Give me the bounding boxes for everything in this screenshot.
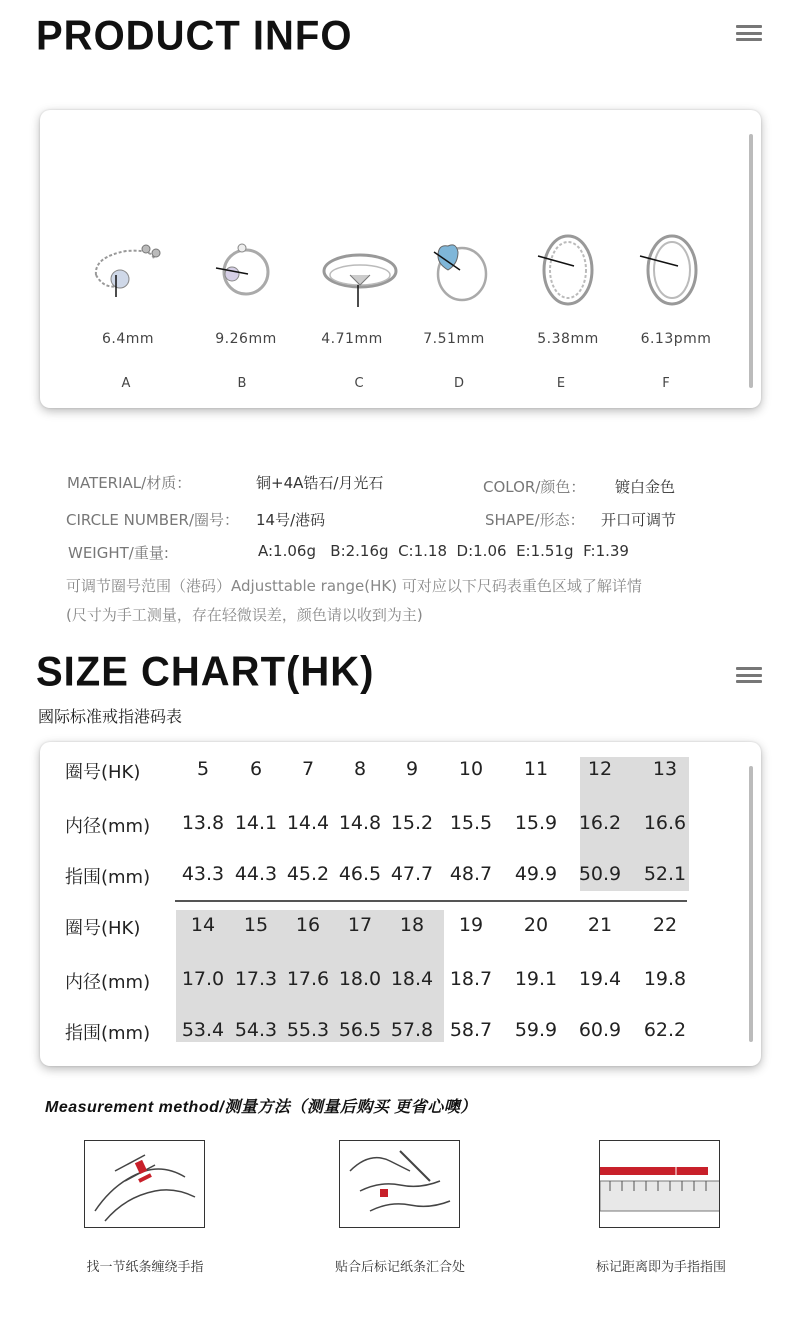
material-label: MATERIAL/材质： bbox=[67, 474, 192, 492]
mark-paper-icon bbox=[339, 1140, 460, 1228]
inner-diameter-cell: 18.0 bbox=[338, 968, 382, 990]
step-2-caption: 贴合后标记纸条汇合处 bbox=[334, 1260, 465, 1275]
hk-size-cell: 18 bbox=[399, 914, 425, 936]
ring-b-image bbox=[210, 236, 280, 306]
inner-diameter-cell: 19.8 bbox=[643, 968, 687, 990]
hk-size-cell: 13 bbox=[652, 758, 678, 780]
inner-diameter-cell: 15.9 bbox=[514, 812, 558, 834]
circumference-cell: 50.9 bbox=[578, 863, 622, 885]
circumference-cell: 53.4 bbox=[181, 1019, 225, 1041]
ring-f-size: 6.13pmm bbox=[640, 331, 712, 347]
ring-f-image bbox=[636, 224, 706, 314]
hk-size-cell: 11 bbox=[523, 758, 549, 780]
ring-c-letter: C bbox=[354, 376, 364, 391]
circumference-cell: 59.9 bbox=[514, 1019, 558, 1041]
row-label-circ: 指围(mm) bbox=[65, 867, 151, 888]
weight-label: WEIGHT/重量: bbox=[68, 544, 169, 562]
inner-diameter-cell: 14.1 bbox=[234, 812, 278, 834]
circumference-cell: 60.9 bbox=[578, 1019, 622, 1041]
finger-wrap-icon bbox=[84, 1140, 205, 1228]
ruler-icon bbox=[599, 1140, 720, 1228]
row-label-inner: 内径(mm) bbox=[65, 816, 151, 837]
hk-size-cell: 20 bbox=[523, 914, 549, 936]
hk-size-cell: 10 bbox=[458, 758, 484, 780]
material-value: 铜+4A锆石/月光石 bbox=[256, 474, 384, 492]
inner-diameter-cell: 18.4 bbox=[390, 968, 434, 990]
menu-icon[interactable] bbox=[736, 667, 762, 683]
size-chart-subtitle: 國际标准戒指港码表 bbox=[38, 707, 183, 726]
inner-diameter-cell: 19.1 bbox=[514, 968, 558, 990]
ring-b-letter: B bbox=[237, 376, 247, 391]
circle-number-label: CIRCLE NUMBER/圈号： bbox=[66, 511, 240, 529]
circumference-cell: 43.3 bbox=[181, 863, 225, 885]
adjustable-note: 可调节圈号范围（港码）Adjusttable range(HK) 可对应以下尺码表重色区域了解详情 bbox=[66, 577, 642, 595]
shape-label: SHAPE/形态： bbox=[485, 511, 585, 529]
circumference-cell: 55.3 bbox=[286, 1019, 330, 1041]
hk-size-cell: 17 bbox=[347, 914, 373, 936]
measurement-title: Measurement method/测量方法（测量后购买 更省心噢） bbox=[45, 1099, 477, 1116]
inner-diameter-cell: 16.2 bbox=[578, 812, 622, 834]
shape-value: 开口可调节 bbox=[601, 511, 677, 529]
ring-e-letter: E bbox=[556, 376, 566, 391]
hk-size-cell: 5 bbox=[196, 758, 210, 780]
scrollbar[interactable] bbox=[749, 766, 753, 1042]
step-1-caption: 找一节纸条缠绕手指 bbox=[86, 1260, 204, 1275]
ring-b-size: 9.26mm bbox=[215, 331, 277, 347]
hk-size-cell: 15 bbox=[243, 914, 269, 936]
hk-size-cell: 22 bbox=[652, 914, 678, 936]
inner-diameter-cell: 17.6 bbox=[286, 968, 330, 990]
ring-c-size: 4.71mm bbox=[321, 331, 383, 347]
circumference-cell: 56.5 bbox=[338, 1019, 382, 1041]
hk-size-cell: 9 bbox=[405, 758, 419, 780]
hk-size-cell: 6 bbox=[249, 758, 263, 780]
inner-diameter-cell: 16.6 bbox=[643, 812, 687, 834]
inner-diameter-cell: 14.4 bbox=[286, 812, 330, 834]
measurement-note: (尺寸为手工测量，存在轻微误差，颜色请以收到为主) bbox=[66, 606, 423, 624]
hk-size-cell: 14 bbox=[190, 914, 216, 936]
hk-size-cell: 7 bbox=[301, 758, 315, 780]
row-label-hk: 圈号(HK) bbox=[65, 762, 141, 783]
inner-diameter-cell: 14.8 bbox=[338, 812, 382, 834]
product-info-title: PRODUCT INFO bbox=[36, 12, 353, 60]
color-label: COLOR/颜色： bbox=[483, 478, 586, 496]
circumference-cell: 45.2 bbox=[286, 863, 330, 885]
ring-d-size: 7.51mm bbox=[423, 331, 485, 347]
menu-icon[interactable] bbox=[736, 25, 762, 41]
size-chart-title: SIZE CHART(HK) bbox=[36, 648, 375, 696]
ring-e-size: 5.38mm bbox=[537, 331, 599, 347]
circumference-cell: 54.3 bbox=[234, 1019, 278, 1041]
scrollbar[interactable] bbox=[749, 134, 753, 388]
circumference-cell: 52.1 bbox=[643, 863, 687, 885]
ring-a-size: 6.4mm bbox=[101, 331, 155, 347]
color-value: 镀白金色 bbox=[615, 478, 676, 496]
circumference-cell: 47.7 bbox=[390, 863, 434, 885]
circumference-cell: 62.2 bbox=[643, 1019, 687, 1041]
circumference-cell: 46.5 bbox=[338, 863, 382, 885]
inner-diameter-cell: 18.7 bbox=[449, 968, 493, 990]
ring-a-letter: A bbox=[121, 376, 131, 391]
hk-size-cell: 16 bbox=[295, 914, 321, 936]
ring-e-image bbox=[534, 224, 600, 314]
hk-size-cell: 21 bbox=[587, 914, 613, 936]
ring-a-image bbox=[86, 235, 166, 305]
ring-f-letter: F bbox=[662, 376, 670, 391]
circle-number-value: 14号/港码 bbox=[256, 511, 326, 529]
ring-d-image bbox=[428, 234, 494, 308]
ring-d-letter: D bbox=[453, 376, 464, 391]
inner-diameter-cell: 17.0 bbox=[181, 968, 225, 990]
hk-size-cell: 12 bbox=[587, 758, 613, 780]
inner-diameter-cell: 19.4 bbox=[578, 968, 622, 990]
row-label-inner: 内径(mm) bbox=[65, 972, 151, 993]
circumference-cell: 58.7 bbox=[449, 1019, 493, 1041]
circumference-cell: 44.3 bbox=[234, 863, 278, 885]
circumference-cell: 48.7 bbox=[449, 863, 493, 885]
weight-value: A:1.06g B:2.16g C:1.18 D:1.06 E:1.51g F:1.39 bbox=[258, 542, 629, 560]
ring-c-image bbox=[320, 245, 400, 309]
inner-diameter-cell: 13.8 bbox=[181, 812, 225, 834]
inner-diameter-cell: 17.3 bbox=[234, 968, 278, 990]
inner-diameter-cell: 15.2 bbox=[390, 812, 434, 834]
step-3-caption: 标记距离即为手指指围 bbox=[595, 1260, 726, 1275]
hk-size-cell: 19 bbox=[458, 914, 484, 936]
circumference-cell: 49.9 bbox=[514, 863, 558, 885]
inner-diameter-cell: 15.5 bbox=[449, 812, 493, 834]
row-label-circ: 指围(mm) bbox=[65, 1023, 151, 1044]
row-label-hk: 圈号(HK) bbox=[65, 918, 141, 939]
hk-size-cell: 8 bbox=[353, 758, 367, 780]
table-divider bbox=[175, 900, 687, 902]
circumference-cell: 57.8 bbox=[390, 1019, 434, 1041]
